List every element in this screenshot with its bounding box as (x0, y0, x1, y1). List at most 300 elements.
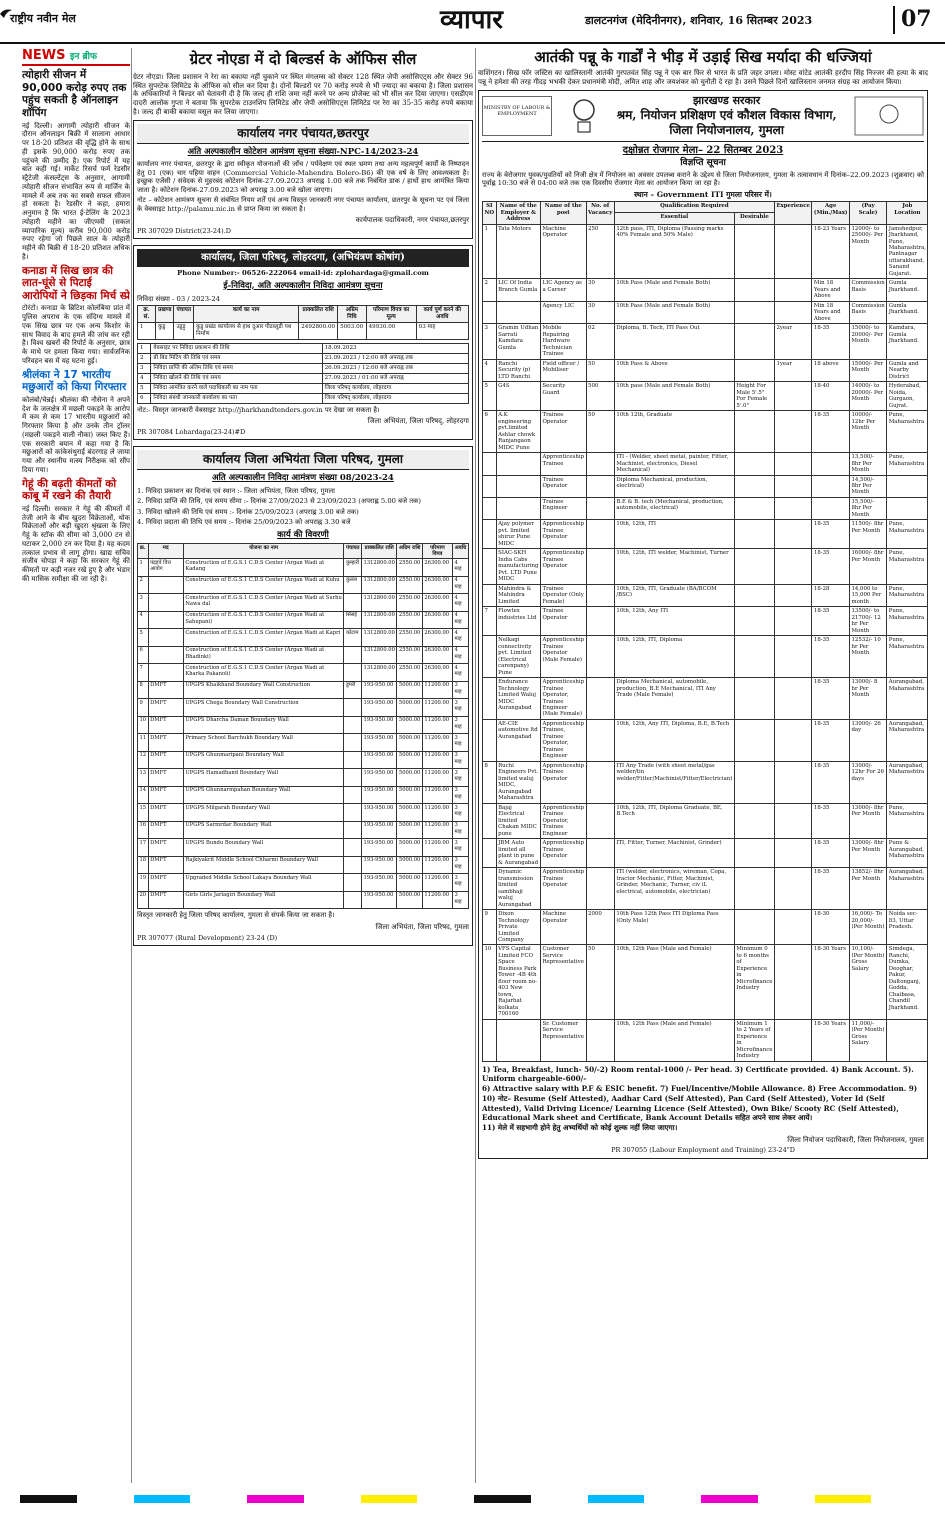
table-cell: 3 माह (452, 891, 468, 909)
table-cell: 10,100/- (Per Month) Gross Salary (849, 945, 886, 1019)
table-cell: ITI (welder, electronics, wireman, Copa, tractor Mechanic, Fitter, Machinist, Grinder, Mechanic, Turner, civ iL electrical, automobile, electrician) (614, 868, 734, 910)
table-row (483, 453, 928, 475)
table-cell: 11200.00 (422, 804, 452, 822)
schedule-label: निविदा प्राप्ति की अंतिम तिथि एवं समय (151, 363, 322, 373)
table-cell: उडुड़ु (174, 322, 194, 339)
table-cell (734, 359, 774, 381)
table-cell (774, 453, 811, 475)
table-cell: 193-950.00 (362, 681, 397, 699)
table-cell: 8 (138, 681, 149, 699)
table-cell (483, 453, 497, 475)
table-cell: 10th, 12th, ITI welder, Machinist, Turner (614, 549, 734, 584)
table-cell: Pune, Maharashtra (887, 803, 928, 838)
tender-ad-chhatarpur (133, 120, 473, 239)
table-cell: 15,500/- 8hr Per Month (849, 497, 886, 519)
table-cell (586, 636, 614, 678)
table-cell: 193-950.00 (362, 716, 397, 734)
table-cell (483, 868, 497, 910)
table-cell: JBM Auto limited all plant in pune & Aurangabad (496, 839, 540, 868)
notice-number: निविदा संख्या - 03 / 2023-24 (137, 294, 220, 303)
table-header-row (483, 202, 928, 213)
schedule-row (138, 383, 469, 393)
table-row (138, 699, 469, 717)
schedule-value: 27.09.2023 / 01:00 बजे अपराह्न (322, 373, 468, 383)
table-header-cell: Job Location (887, 202, 928, 224)
table-cell (774, 839, 811, 868)
table-cell (812, 475, 850, 497)
table-cell: 2550.00 (397, 576, 422, 594)
table-cell: 193-950.00 (362, 751, 397, 769)
table-row (138, 891, 469, 909)
table-cell: 1312800.00 (362, 629, 397, 647)
table-cell: 1312800.00 (362, 594, 397, 612)
table-cell: 3 माह (452, 874, 468, 892)
table-header-cell: Name of the post (540, 202, 586, 224)
table-header-cell: क्र. (138, 544, 149, 559)
table-cell: Sr. Customer Service Representative (540, 1019, 586, 1061)
table-cell: Commission Basis (849, 279, 886, 301)
story-headline: आतंकी पन्नू के गार्डों ने भीड़ में उड़ाई सिख मर्यादा की धज्जियां (534, 48, 872, 66)
table-cell: 10th Pass (Male and Female Both) (614, 301, 734, 323)
table-header-cell: कार्य पूर्ण करने की अवधि (416, 306, 468, 323)
table-cell: DMFT (148, 769, 183, 787)
table-cell (344, 891, 362, 909)
schedule-value: 18.09.2023 (322, 343, 468, 353)
table-cell: 16,000/- To 20,000/- (Per Month) (849, 910, 886, 945)
paper-name: राष्ट्रीय नवीन मेल (10, 12, 76, 25)
table-cell: 193-950.00 (362, 874, 397, 892)
table-cell: पंद्रहवें वित्त आयोग (148, 559, 183, 577)
table-cell: 10th, 12th, ITI, Diploma (614, 636, 734, 678)
table-row (483, 678, 928, 720)
table-cell: 15000/- to 20000/- Per Month (849, 324, 886, 359)
table-cell: 3 माह (452, 716, 468, 734)
table-cell: 3 माह (452, 821, 468, 839)
table-header-cell: Age (Min./Max) (812, 202, 850, 224)
table-cell (586, 497, 614, 519)
table-cell: 3 (483, 324, 497, 359)
table-header-cell: परिमाण विपत्र (422, 544, 452, 559)
table-cell: 2550.00 (397, 611, 422, 629)
ad-signature: जिला अभियंता, जिला परिषद्, लोहरदगा (367, 417, 469, 426)
table-cell (586, 839, 614, 868)
ad-signature: कार्यपालक पदाधिकारी, नगर पंचायत,छतरपुर (355, 216, 469, 225)
table-header-cell: Experience (774, 202, 811, 224)
table-cell (586, 868, 614, 910)
table-cell: 30 (586, 301, 614, 323)
table-cell (774, 868, 811, 910)
table-cell: 11200.00 (422, 891, 452, 909)
table-cell: Rajkiyakrit Middle School Chharmi Boundary Wall (183, 856, 344, 874)
table-row (138, 769, 469, 787)
table-row (138, 856, 469, 874)
table-cell: 3 माह (452, 839, 468, 857)
table-cell: 11200.00 (422, 699, 452, 717)
table-cell: Trainee Operator (540, 607, 586, 636)
table-cell: 4 माह (452, 611, 468, 629)
table-cell: Apprenticeship Trainee Operator (Male Female) (540, 636, 586, 678)
brief-body: टोरंटो। कनाडा के ब्रिटिश कोलंबिया प्रांत में पुलिस अपराध के एक संदिग्ध मामले में एक सिख छात्र पर एक अन्य किशोर के साथ विवाद के बाद हमले की जांच कर रही है। विश्व खबरों की रिपोर्ट के अनुसार, छात्र के माथे पर हमला किया गया। सार्वजनिक परिवहन बस में यह घटना हुई। (22, 304, 130, 365)
schedule-label: वेबसाइट पर निविदा प्रकाशन की तिथि (151, 343, 322, 353)
table-cell: 193-950.00 (362, 734, 397, 752)
table-header-cell: Desirable (734, 213, 774, 224)
table-header-cell: कार्य का नाम (194, 306, 299, 323)
table-cell: UPGPS Khaikhand Boundary Wall Construction (183, 681, 344, 699)
page-number: 07 (893, 6, 932, 34)
table-cell: Min 18 Years and Above (812, 279, 850, 301)
table-cell: DMFT (148, 751, 183, 769)
table-cell (774, 411, 811, 453)
table-cell (586, 607, 614, 636)
table-cell: 10th, 12th Pass (Male and Female) (614, 1019, 734, 1061)
table-cell: 18-28 (812, 584, 850, 606)
table-cell: Nelkagi connectivity pvt. Limited (Electrical carenpany) Pune (496, 636, 540, 678)
table-cell: 26300.00 (422, 629, 452, 647)
job-fair-venue: स्थान – Government ITI गुमला परिसर में। (634, 189, 772, 199)
requirements-list (482, 1065, 924, 1133)
requirement-item: 6) Attractive salary with P.F & ESIC benefit. 7) Fuel/Incentive/Mobile Allowance. 8) Free Accommodation. 9) (482, 1084, 918, 1094)
table-cell: 7 (138, 664, 149, 682)
table-cell: 18 above (812, 359, 850, 381)
table-cell: 193-950.00 (362, 786, 397, 804)
table-cell (586, 678, 614, 720)
table-cell: 13,500/- 8hr Per Month (849, 453, 886, 475)
table-cell: 1 (138, 322, 156, 339)
table-header-cell: प्राक्कलित राशि (299, 306, 338, 323)
table-header-cell: अग्रिम राशि (397, 544, 422, 559)
brief-headline: त्योहारी सीजन में 90,000 करोड़ रुपए तक पहुंच सकती है ऑनलाइन शॉपिंग (22, 69, 127, 120)
table-cell: AE-CIE automotive ltd Aurangabad (496, 719, 540, 761)
table-cell (586, 453, 614, 475)
table-cell: 26300.00 (422, 559, 452, 577)
schedule-row (138, 393, 469, 403)
table-cell: 49930.00 (366, 322, 416, 339)
table-cell (774, 1019, 811, 1061)
table-cell: Upgraded Middle School Lakaya Boundary Wall (183, 874, 344, 892)
table-cell: 4 (483, 359, 497, 381)
table-cell: 26300.00 (422, 664, 452, 682)
table-cell: 5000.00 (397, 891, 422, 909)
table-cell (586, 1019, 614, 1061)
table-cell: 500 (586, 382, 614, 411)
table-cell (586, 761, 614, 803)
table-cell (483, 1019, 497, 1061)
schedule-value: जिला परिषद् कार्यालय, लोहरदगा (322, 393, 468, 403)
table-cell: Hyderabad, Noida, Gurgaon, Gujrat. (887, 382, 928, 411)
table-header-cell: Name of the Employer & Address (496, 202, 540, 224)
table-cell (774, 520, 811, 549)
table-cell (734, 520, 774, 549)
table-cell (344, 856, 362, 874)
table-cell: Dixon Technology Private Limited Company (496, 910, 540, 945)
table-cell: 11200.00 (422, 786, 452, 804)
table-cell (774, 719, 811, 761)
table-cell: 10 (483, 945, 497, 1019)
table-cell: ITI Any Trade (with sheet metal/gas welder/tin welder/Fitter/Machinist/Fitter/Electrician) (614, 761, 734, 803)
table-cell: Apprenticeship Trainee (540, 453, 586, 475)
table-row (483, 910, 928, 945)
table-cell: ITI - (Welder, sheet metal, painter, Fitter, Machinist, electronics, Diesel Mechanical) (614, 453, 734, 475)
table-cell: 11200.00 (422, 874, 452, 892)
table-cell: Pune, Maharashtra (887, 607, 928, 636)
table-cell: 14,000 to 15,000 Per month (849, 584, 886, 606)
ad-phone: Phone Number:- 06526-222064 email-id: zplohardaga@gmail.com (177, 269, 429, 278)
table-cell (148, 594, 183, 612)
table-cell: 18-30 Years (812, 1019, 850, 1061)
table-cell: Minimum 1 to 2 Years of Experience in Microfinance Industry (736, 1020, 773, 1060)
table-cell: Simdega, Ranchi, Dumka, Deoghar, Pakur, Daltonganj, Godda, Chaibasa, Chandil Jharkhand. (887, 945, 928, 1019)
table-cell: Gumla and Nearby District (887, 359, 928, 381)
column-divider (475, 48, 476, 1483)
table-row (483, 520, 928, 549)
works-table (137, 543, 469, 909)
table-cell: 10th, 12th Pass (Male and Female) (614, 945, 734, 1019)
tender-table (137, 305, 469, 340)
table-cell: Apprenticeship Trainee Operator (540, 761, 586, 803)
table-cell: 3 माह (452, 804, 468, 822)
table-cell: 10 (138, 716, 149, 734)
table-cell (148, 646, 183, 664)
table-cell: Noida sec-83, Uttar Pradesh. (887, 910, 928, 945)
table-cell: Construction of E.G.S.1 C.D.S Center (Argan Wadi at Kadang (183, 559, 344, 577)
table-row (138, 786, 469, 804)
table-header-cell: अवधि (452, 544, 468, 559)
schedule-item: 2. निविदा प्राप्ति की तिथि, एवं समय सीमा :- दिनांक 27/09/2023 से 23/09/2023 (अपराह्न 5.00 बजे तक) (137, 497, 421, 506)
job-fair-intro: राज्य के बेरोजगार युवक/युवतियों को निजी क्षेत्र में नियोजन का अवसर उपलब्ध कराने के उद्देश्य से जिला नियोजनालय, गुमला के तत्वावधान में दिनांक–22.09.2023 (शुक्रवार) को पूर्वाह्न 10:30 बजे से 04:00 बजे तक एक दिवसीय रोजगार मेला का आयोजन किया जा रहा है। (482, 170, 924, 188)
table-row (483, 475, 928, 497)
govt-line1: झारखण्ड सरकार (692, 94, 761, 108)
table-cell: 5000.00 (397, 856, 422, 874)
tender-ad-lohardaga (133, 245, 473, 440)
table-cell (812, 453, 850, 475)
table-cell (344, 646, 362, 664)
news-brief-column (22, 48, 130, 1483)
table-cell: DMFT (148, 734, 183, 752)
schedule-label: निविदा आमंत्रित करने वाले पदाधिकारी का नाम पता (151, 383, 322, 393)
table-cell: 4 माह (452, 664, 468, 682)
table-cell: 11200.00 (422, 769, 452, 787)
table-cell: 193-950.00 (362, 821, 397, 839)
brief-headline: श्रीलंका ने 17 भारतीय मछुआरों को किया गिरफ्तार (22, 368, 127, 394)
table-cell (344, 716, 362, 734)
table-cell: 1312800.00 (362, 559, 397, 577)
table-cell: 10th, 12th, Any ITI (614, 607, 734, 636)
table-cell: कुम्हारी (344, 559, 362, 577)
table-cell: 13 (138, 769, 149, 787)
table-cell (887, 1019, 928, 1061)
table-caption: कार्य की विवरणी (277, 529, 329, 540)
table-cell (344, 804, 362, 822)
table-cell: Tata Motors (496, 224, 540, 279)
ad-footer: विस्तृत जानकारी हेतु जिला परिषद कार्यालय, गुमला से संपर्क किया जा सकता है। (137, 911, 335, 920)
table-cell: Customer Service Representative (540, 945, 586, 1019)
table-cell (774, 607, 811, 636)
table-row (483, 945, 928, 1019)
table-row (483, 411, 928, 453)
table-cell: 11200.00 (422, 751, 452, 769)
table-cell: 12 (138, 751, 149, 769)
table-row (483, 719, 928, 761)
table-cell (344, 664, 362, 682)
table-row (483, 324, 928, 359)
table-cell: Pune, Maharashtra (887, 549, 928, 584)
table-cell: 5000.00 (397, 839, 422, 857)
table-cell (586, 803, 614, 838)
ad-subtitle: ई-निविदा, अति अल्पकालीन निविदा आमंत्रण सूचना (223, 280, 383, 291)
table-cell: Mahindra & Mahindra Limited (496, 584, 540, 606)
brief-body: नई दिल्ली। सरकार ने गेहूं की कीमतों में तेजी आने के बीच खुदरा विक्रेताओं, थोक विक्रेताओं और बड़ी खुदरा श्रृंखला के लिए गेहूं के स्टॉक की सीमा को 3,000 टन से घटाकर 2,000 टन कर दिया है। यह कदम तत्काल प्रभाव से लागू होगा। खाद्य सचिव संजीव चोपड़ा ने कहा कि सरकार गेहूं की कीमतों पर कड़ी नजर रखे हुए है और भंडार की मासिक समीक्षा की जा रही है। (22, 504, 130, 583)
table-cell: Min 18 Years and Above (812, 301, 850, 323)
ministry-logo: MINISTRY OF LABOUR & EMPLOYMENT (482, 96, 552, 136)
table-cell (774, 382, 811, 411)
table-cell: ITI, Fitter, Turner, Machinist, Grinder) (614, 839, 734, 868)
table-cell: UPGPS Ghunmaripani Boundary Wall (183, 751, 344, 769)
table-header-cell: Essential (614, 213, 734, 224)
table-cell: 13852/- 8hr Per Month (849, 868, 886, 910)
table-row (483, 549, 928, 584)
table-cell: 12000/- to 25000/- Per Month (849, 224, 886, 279)
table-cell: Diploma Mechanical, automobile, production, B.E Mechanical, ITI Any Trade (Male Female) (614, 678, 734, 720)
table-cell (774, 636, 811, 678)
requirement-item: 10) नोट– Resume (Self Attested), Aadhar Card (Self Attested), Pan Card (Self Attested), Voter Id (Self Attested), Valid Driving Licence/ Learning Licence (Self Attested), Own Bike/ Scooty RC (Self Attested), Educational Mark sheet and Certificate, Bank Account Details सहित अपने साथ लेकर आयें। (482, 1093, 899, 1123)
table-cell (774, 761, 811, 803)
table-cell: 193-950.00 (362, 891, 397, 909)
table-cell: 5000.00 (397, 699, 422, 717)
requirement-item: 11) मेले में सहभागी होने हेतु अभ्यर्थियों को कोई शुल्क नहीं लिया जाएगा। (482, 1123, 678, 1133)
story-headline: ग्रेटर नोएडा में दो बिल्डर्स के ऑफिस सील (189, 50, 417, 68)
table-cell (734, 475, 774, 497)
table-header-cell: पंचायत (344, 544, 362, 559)
brief-headline: गेहूं की बढ़ती कीमतों को काबू में रखने की तैयारी (22, 477, 117, 503)
table-cell: 11200.00 (422, 839, 452, 857)
table-cell: 18-35 (812, 549, 850, 584)
table-header-cell: (Pay Scale) (849, 202, 886, 224)
table-cell: 50 (586, 411, 614, 453)
table-cell: 11,000/- (Per Month) Gross Salary (849, 1019, 886, 1061)
table-cell: 18-35 (812, 761, 850, 803)
table-cell: 3 माह (452, 751, 468, 769)
ad-title: कार्यालय जिला अभियंता जिला परिषद, गुमला (137, 450, 469, 470)
schedule-row (138, 343, 469, 353)
table-cell: Pune, Maharashtra (887, 636, 928, 678)
table-cell: 10th Pass 12th Pass ITI Diploma Pass (Only Male) (614, 910, 734, 945)
table-cell (496, 301, 540, 323)
table-cell (483, 636, 497, 678)
table-cell: DMFT (148, 804, 183, 822)
table-cell (774, 910, 811, 945)
table-cell: 11200.00 (422, 821, 452, 839)
schedule-label: निविदा संबंधी जानकारी कार्यालय का पता (151, 393, 322, 403)
table-cell: 13500/- to 21700/- 12 hr Per Month (849, 607, 886, 636)
table-cell: 2 (138, 576, 149, 594)
table-cell: 5000.00 (397, 751, 422, 769)
table-cell: 193-950.00 (362, 839, 397, 857)
ad-pr-number: PR 307077 (Rural Development) 23-24 (D) (137, 933, 278, 942)
table-cell: 26300.00 (422, 594, 452, 612)
table-cell: 5000.00 (397, 821, 422, 839)
table-cell: UPGPS Sarmrdar Boundary Wall (183, 821, 344, 839)
table-cell: 4 (138, 373, 151, 383)
table-cell: Agency LIC (540, 301, 586, 323)
table-cell (734, 453, 774, 475)
table-cell: Trainee Operator (540, 475, 586, 497)
table-cell: Machine Operator (540, 910, 586, 945)
table-cell: Kamdara, Gumla Jharkhand. (887, 324, 928, 359)
table-cell: Diploma Mechanical, production, electrical) (614, 475, 734, 497)
table-cell: 18-30 (812, 910, 850, 945)
table-cell: 5003.00 (338, 322, 367, 339)
table-row (483, 359, 928, 381)
table-cell: DMFT (148, 821, 183, 839)
table-cell: LIC Agency as a Career (540, 279, 586, 301)
table-cell: 50 (586, 945, 614, 1019)
table-cell: Mobile Repairing Hardware Technician Trainee (540, 324, 586, 359)
ad-note: नोट:- विस्तृत जानकारी वेबसाइट http://jharkhandtenders.gov.in पर देखा जा सकता है। (137, 405, 380, 414)
table-cell (774, 584, 811, 606)
table-header-cell: Qualification Required (614, 202, 774, 213)
table-cell: 14 (138, 786, 149, 804)
table-cell (148, 611, 183, 629)
table-header-cell: प्रखण्ड (156, 306, 174, 323)
table-cell: 11 (138, 734, 149, 752)
table-cell: 193-950.00 (362, 804, 397, 822)
table-cell: Minimum 0 to 6 months of Experience in Microfinance Industry (734, 945, 774, 1019)
ad-subtitle: अति अल्पकालीन निविदा आमंत्रण संख्या 08/2023-24 (212, 473, 394, 484)
table-cell: 2550.00 (397, 664, 422, 682)
table-cell: 193-950.00 (362, 856, 397, 874)
table-cell: Endurance Technology Limited Waluj MIDC Aurangabad (496, 678, 540, 720)
table-cell: 03 माह (416, 322, 468, 339)
table-cell (774, 475, 811, 497)
table-cell: 1 (138, 559, 149, 577)
table-cell: 1year (774, 359, 811, 381)
table-cell: 3 (138, 363, 151, 373)
table-cell: 13000/- 8 hr Per Month (849, 678, 886, 720)
table-cell: 13000/- 8hr Per Month (849, 803, 886, 838)
table-cell: 18-35 (812, 324, 850, 359)
ad-title: कार्यालय नगर पंचायत,छतरपुर (137, 124, 469, 144)
table-header-cell: प्राक्कलित राशि (362, 544, 397, 559)
table-cell: 13000/- 26 day (849, 719, 886, 761)
table-cell: 10th 12th, Graduate (614, 411, 734, 453)
table-cell: 1312800.00 (362, 646, 397, 664)
requirement-item: 1) Tea, Breakfast, lunch- 50/-2) Room rental-1000 /- Per head. 3) Certificate provided. 4) Bank Account. 5). Uniform chargeable-600/- (482, 1064, 914, 1084)
table-row (483, 497, 928, 519)
table-cell: Aurangabad, Maharashtra (887, 761, 928, 803)
table-cell: 193-950.00 (362, 769, 397, 787)
table-cell: Apprenticeship Trainee Operator (540, 868, 586, 910)
table-row (138, 821, 469, 839)
brief-body: नई दिल्ली। आगामी त्योहारी सीजन के दौरान ऑनलाइन बिक्री में सालाना आधार पर 18-20 प्रतिशत की वृद्धि होने के साथ ही इसके 90,000 करोड़ रुपए तक पहुंचने की उम्मीद है। एक रिपोर्ट में यह बात कही गई। मार्केट रिसर्च फर्म रेडसीर स्ट्रैटेजी कंसल्टेंट्स के अनुसार, आगामी त्योहारी सीजन संभावित रूप से मार्जिन के मामले में अब तक का सबसे सफल सीजन हो सकता है। रेडसीर ने कहा, हमारा अनुमान है कि भारत ई-टेलिंग के 2023 त्योहारी महीने का जीएमवी (सकल व्यापारिक मूल्य) करीब 90,000 करोड़ रुपए रहेगा जो पिछले साल के त्योहारी महीने की बिक्री से 18-20 प्रतिशत अधिक है। (22, 121, 130, 261)
table-row (138, 716, 469, 734)
table-cell: 26300.00 (422, 646, 452, 664)
dateline: डालटनगंज (मेदिनीनगर), शनिवार, 16 सितम्बर 2023 (585, 14, 813, 27)
table-cell: Apprenticeship Trainee Operator (540, 839, 586, 868)
table-cell: 2550.00 (397, 646, 422, 664)
table-cell: Machine Operator (540, 224, 586, 279)
table-cell: 2000 (586, 910, 614, 945)
table-row (138, 594, 469, 612)
table-cell: Apprenticeship Trainee Operator, Trainee Engineer (Male Female) (542, 679, 585, 718)
table-cell: DMFT (148, 891, 183, 909)
schedule-label: प्री बिड मिटिंग की तिथि एवं समय (151, 353, 322, 363)
table-cell: 50 (586, 359, 614, 381)
table-cell: Pune & Aurangabad, Maharashtra (887, 839, 928, 868)
table-cell (887, 497, 928, 519)
table-cell (344, 734, 362, 752)
table-cell: 1 (138, 343, 151, 353)
table-cell (586, 520, 614, 549)
